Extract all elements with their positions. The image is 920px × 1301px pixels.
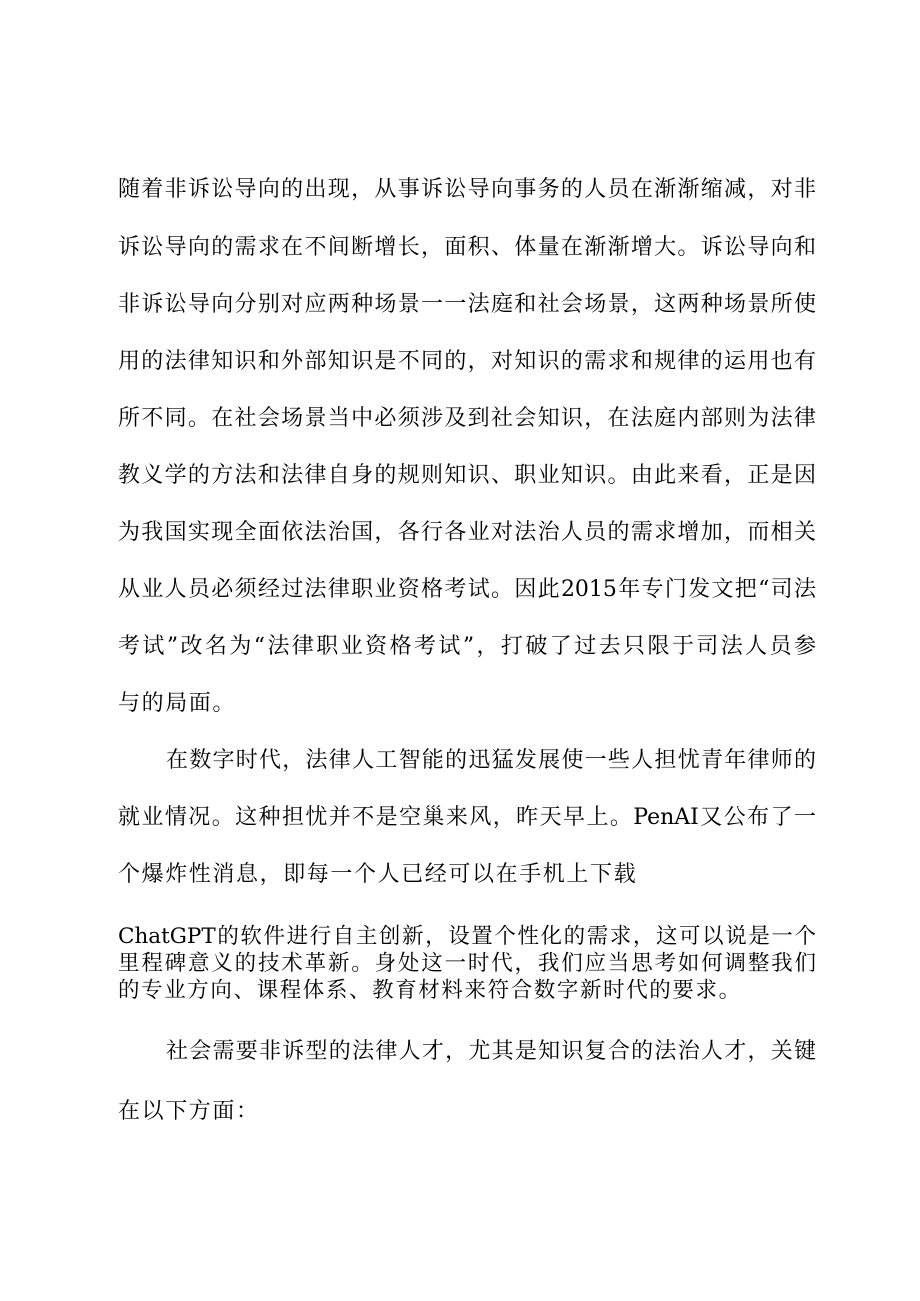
text-line: 非诉讼导向分别对应两种场景一一法庭和社会场景，这两种场景所使	[118, 292, 816, 317]
text-line: 就业情况。这种担忧并不是空巢来风，昨天早上。PenAI又公布了一	[118, 805, 816, 830]
text-line: 的专业方向、课程体系、教育材料来符合数字新时代的要求。	[118, 978, 742, 1003]
text-line: 与的局面。	[118, 691, 237, 716]
text-line: 社会需要非诉型的法律人才，尤其是知识复合的法治人才，关键	[166, 1039, 816, 1064]
text-line: 用的法律知识和外部知识是不同的，对知识的需求和规律的运用也有	[118, 349, 816, 374]
text-line: 在数字时代，法律人工智能的迅猛发展使一些人担忧青年律师的	[166, 748, 816, 773]
text-line: 为我国实现全面依法治国，各行各业对法治人员的需求增加，而相关	[118, 520, 816, 545]
text-line: 所不同。在社会场景当中必须涉及到社会知识，在法庭内部则为法律	[118, 406, 816, 431]
text-line: 随着非诉讼导向的出现，从事诉讼导向事务的人员在渐渐缩减，对非	[118, 177, 816, 202]
text-line: ChatGPT的软件进行自主创新，设置个性化的需求，这可以说是一个	[118, 924, 816, 949]
text-line: 诉讼导向的需求在不间断增长，面积、体量在渐渐增大。诉讼导向和	[118, 235, 816, 260]
text-line: 在以下方面：	[118, 1099, 260, 1124]
text-line: 教义学的方法和法律自身的规则知识、职业知识。由此来看，正是因	[118, 463, 816, 488]
text-line: 个爆炸性消息，即每一个人已经可以在手机上下载	[118, 862, 638, 887]
text-line: 从业人员必须经过法律职业资格考试。因此2015年专门发文把“司法	[118, 577, 816, 602]
text-line: 考试”改名为“法律职业资格考试”，打破了过去只限于司法人员参	[118, 634, 816, 659]
text-line: 里程碑意义的技术革新。身处这一时代，我们应当思考如何调整我们	[118, 951, 816, 976]
